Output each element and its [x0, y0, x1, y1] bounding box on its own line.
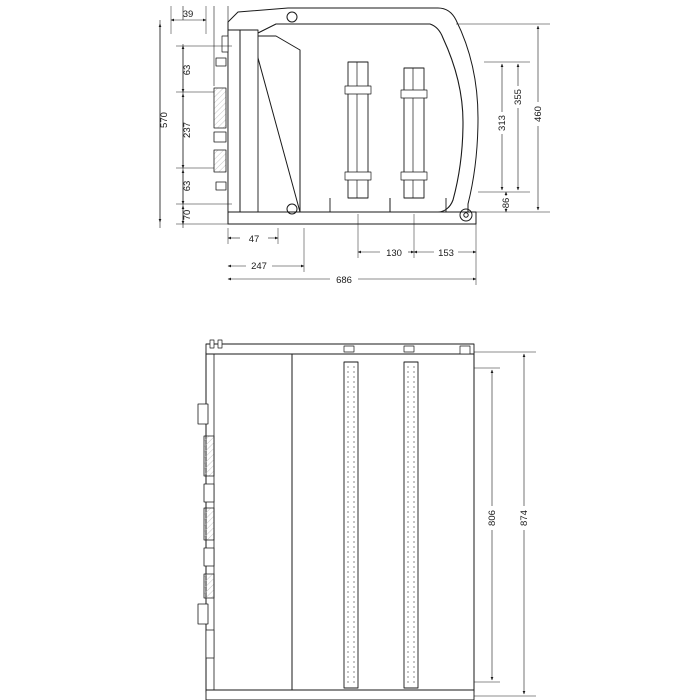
dim-153: 153: [438, 248, 454, 259]
dim-247: 247: [251, 261, 267, 272]
dim-686: 686: [336, 275, 352, 286]
dim-313: 313: [497, 115, 508, 131]
dim-130: 130: [386, 248, 402, 259]
dim-63a: 63: [182, 64, 193, 76]
dim-355: 355: [513, 89, 524, 105]
dim-570: 570: [159, 112, 170, 128]
dim-47: 47: [248, 234, 260, 245]
dim-39: 39: [182, 9, 194, 20]
side-view-geometry: [214, 8, 478, 224]
dim-63b: 63: [182, 180, 193, 192]
dim-70: 70: [182, 209, 193, 221]
dim-874: 874: [519, 510, 530, 526]
dim-460: 460: [533, 106, 544, 122]
dim-237: 237: [182, 122, 193, 138]
plan-view-geometry: [198, 340, 474, 700]
dim-86: 86: [501, 197, 512, 209]
dim-806: 806: [487, 510, 498, 526]
